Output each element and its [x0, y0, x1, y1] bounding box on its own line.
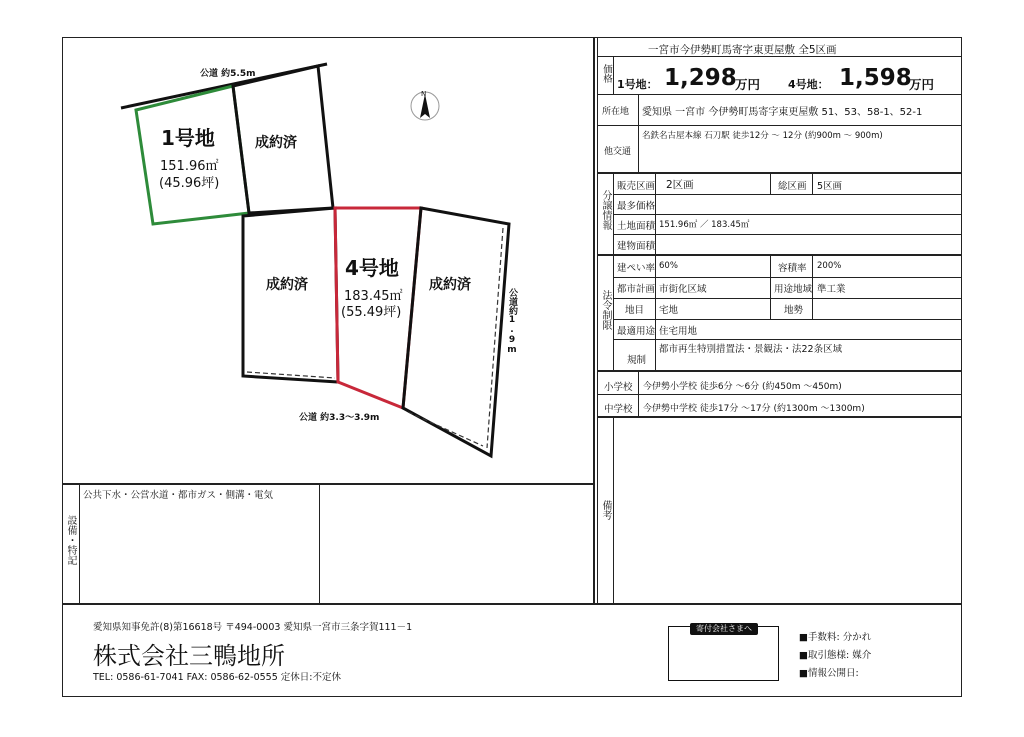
- north-label: N: [421, 90, 427, 98]
- restrictions: 都市再生特別措置法・景観法・法22条区域: [659, 344, 843, 355]
- sold-label: 成約済: [266, 277, 308, 293]
- lot4-price-label: 4号地：: [788, 78, 829, 91]
- far-label: 容積率: [778, 263, 807, 274]
- coverage: 60%: [659, 261, 678, 271]
- price-unit: 万円: [909, 77, 935, 92]
- land-area-label: 土地面積: [617, 221, 656, 232]
- price-unit: 万円: [735, 77, 761, 92]
- sold-label: 成約済: [255, 135, 297, 151]
- junior-high-school: 今伊勢中学校 徒歩17分 ～17分 (約1300m ～1300m): [643, 404, 865, 414]
- divider: [593, 38, 595, 603]
- coverage-label: 建ぺい率: [617, 263, 656, 274]
- lot4-price: 1,598: [839, 65, 912, 91]
- address: 愛知県 一宮市 今伊勢町馬寄字東更屋敷 51、53、58-1、52-1: [642, 107, 923, 118]
- lot4-area-tsubo: (55.49坪): [341, 305, 402, 320]
- fee-info: ■手数料: 分かれ: [799, 632, 872, 643]
- lot4-area-m2: 183.45㎡: [344, 289, 403, 304]
- sale-lots: 2区画: [666, 179, 694, 191]
- sold-label: 成約済: [429, 277, 471, 293]
- divider: [62, 483, 593, 485]
- lot1-price: 1,298: [664, 65, 737, 91]
- far: 200%: [817, 261, 842, 271]
- site-map: [63, 38, 593, 483]
- road-bottom-label: 公道 約3.3～3.9m: [299, 413, 380, 423]
- facilities-text: 公共下水・公営水道・都市ガス・側溝・電気: [83, 490, 274, 501]
- remarks-label: 備考: [600, 500, 611, 520]
- sale-lots-label: 販売区画: [617, 181, 656, 192]
- divider: [62, 603, 962, 605]
- terrain-label: 地勢: [784, 305, 804, 316]
- deal-type-info: ■取引態様: 媒介: [799, 650, 872, 661]
- junior-high-label: 中学校: [604, 404, 633, 415]
- company-name: 株式会社三鴨地所: [93, 642, 285, 670]
- lot1-name: 1号地: [161, 126, 215, 150]
- divider: [79, 484, 80, 603]
- lot1-area-tsubo: (45.96坪): [159, 176, 220, 191]
- contact-info: TEL: 0586-61-7041 FAX: 0586-62-0555 定休日:不定休: [93, 672, 341, 683]
- info-panel: [598, 38, 962, 603]
- best-use-label: 最適用途: [617, 326, 656, 337]
- address-label: 所在地: [602, 107, 630, 117]
- city-plan-label: 都市計画: [617, 284, 656, 295]
- total-lots-label: 総区画: [778, 181, 807, 192]
- building-area-label: 建物面積: [617, 241, 656, 252]
- road-top-label: 公道 約5.5m: [200, 69, 256, 79]
- lot1-area-m2: 151.96㎡: [160, 159, 219, 174]
- property-title: 一宮市今伊勢町馬寄字東更屋敷 全5区画: [648, 44, 837, 56]
- stamp-label: 寄付会社さまへ: [690, 623, 758, 635]
- open-date-info: ■情報公開日:: [799, 668, 859, 679]
- lot4-name: 4号地: [345, 256, 399, 280]
- elementary-school: 今伊勢小学校 徒歩6分 ～6分 (約450m ～450m): [643, 382, 842, 392]
- city-plan: 市街化区域: [659, 284, 707, 295]
- lot1-price-label: 1号地：: [617, 78, 658, 91]
- restrictions-label: 規制: [627, 355, 647, 366]
- divider: [319, 484, 320, 603]
- land-category-label: 地目: [625, 305, 645, 316]
- land-category: 宅地: [659, 305, 679, 316]
- land-area: 151.96㎡ ／ 183.45㎡: [659, 220, 750, 230]
- bunjo-section-label: 分譲情報: [600, 190, 611, 230]
- facilities-label: 設備・特記: [65, 515, 76, 565]
- zoning-label: 用途地域: [774, 284, 813, 295]
- road-right-label: 公道約1.9m: [507, 288, 517, 355]
- legal-section-label: 法令制限: [600, 290, 611, 330]
- transport-label: 他交通: [604, 147, 632, 157]
- best-use: 住宅用地: [659, 326, 698, 337]
- elementary-label: 小学校: [604, 382, 633, 393]
- max-price-label: 最多価格: [617, 201, 656, 212]
- license-info: 愛知県知事免許(8)第16618号 〒494-0003 愛知県一宮市三条字賀111－1: [93, 622, 413, 633]
- price-label: 価格: [601, 64, 612, 83]
- zoning: 準工業: [817, 284, 846, 295]
- total-lots: 5区画: [817, 181, 843, 192]
- transport: 名鉄名古屋本線 石刀駅 徒歩12分 ～ 12分 (約900m ～ 900m): [642, 131, 883, 141]
